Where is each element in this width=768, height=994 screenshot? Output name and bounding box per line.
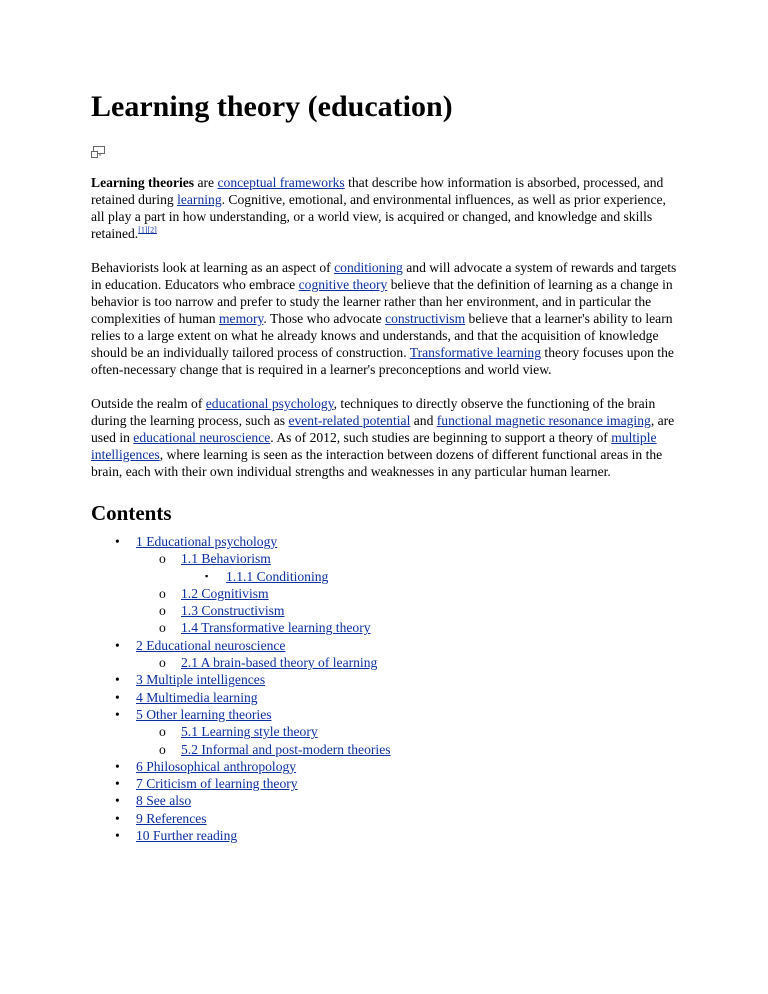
toc-item [91, 775, 681, 792]
neuroscience-paragraph [91, 395, 681, 480]
link-memory[interactable]: memory [218, 311, 264, 326]
toc-link[interactable]: 1.2 Cognitivism [181, 585, 269, 601]
toc-bullet: o [159, 741, 166, 757]
text: that describe how information is absorbed, processed, and retained during [91, 175, 664, 207]
toc-link[interactable]: 2 Educational neuroscience [136, 637, 286, 653]
toc-item [91, 741, 681, 758]
toc-link[interactable]: 7 Criticism of learning theory [136, 776, 298, 792]
text: . Those who advocate [263, 311, 386, 326]
toc-bullet: • [115, 689, 120, 705]
text: . Cognitive, emotional, and environmental influences, as well as prior experience, all play a part in how understanding, or a world view, is acquired or changed, and knowledge and skills retained. [91, 192, 666, 241]
text: Outside the realm of [91, 396, 206, 411]
link-conceptual-frameworks[interactable]: conceptual frameworks [217, 175, 345, 190]
text: theory focuses upon the often-necessary change that is required in a learner's preconceptions and world view. [91, 345, 674, 377]
text: Behaviorists look at learning as an aspect of [91, 260, 335, 275]
text: . As of 2012, such studies are beginning to support a theory of [270, 430, 612, 445]
toc-bullet: o [159, 551, 166, 567]
toc-bullet: • [115, 776, 120, 792]
toc-item [91, 706, 681, 723]
broken-image-icon[interactable] [91, 145, 107, 159]
toc-link[interactable]: 1.4 Transformative learning theory [181, 620, 371, 636]
toc-link[interactable]: 5 Other learning theories [136, 706, 272, 722]
page-title: Learning theory (education) [91, 90, 453, 123]
link-transformative-learning[interactable]: Transformative learning [409, 345, 542, 360]
toc-item [91, 671, 681, 688]
toc-item [91, 568, 681, 585]
toc-item [91, 723, 681, 740]
link-cognitive-theory[interactable]: cognitive theory [298, 277, 388, 292]
intro-paragraph [91, 174, 681, 242]
toc-bullet: o [159, 620, 166, 636]
toc-link[interactable]: 6 Philosophical anthropology [136, 758, 297, 774]
text: and will advocate a system of rewards and targets in education. Educators who embrace [91, 260, 677, 292]
link-educational-neuroscience[interactable]: educational neuroscience [133, 430, 271, 445]
behaviorism-paragraph [91, 259, 681, 378]
toc-bullet: • [115, 534, 120, 549]
text: believe that the definition of learning as a change in behavior is too narrow and prefer to study the learner rather than her environment, and in particular the complexities of human [91, 277, 673, 326]
toc-item [91, 792, 681, 809]
toc-bullet: • [115, 793, 120, 809]
toc-link[interactable]: 9 References [136, 810, 207, 826]
toc-link[interactable]: 1 Educational psychology [136, 534, 278, 549]
toc-item [91, 654, 681, 671]
toc-bullet: • [115, 828, 120, 844]
contents-heading: Contents [91, 501, 172, 525]
table-of-contents [91, 533, 681, 844]
bold-term: Learning theories [91, 175, 195, 190]
toc-bullet: • [115, 758, 120, 774]
link-constructivism[interactable]: constructivism [385, 311, 466, 326]
citation-link[interactable]: [1][2] [138, 225, 157, 235]
toc-item [91, 827, 681, 844]
article [91, 88, 681, 844]
toc-link[interactable]: 1.3 Constructivism [181, 603, 285, 619]
toc-item [91, 602, 681, 619]
toc-link[interactable]: 8 See also [136, 793, 192, 809]
text: and [410, 413, 437, 428]
toc-link[interactable]: 3 Multiple intelligences [136, 672, 266, 688]
text: , are used in [91, 413, 675, 445]
toc-link[interactable]: 4 Multimedia learning [136, 689, 258, 705]
toc-item [91, 550, 681, 567]
toc-item [91, 758, 681, 775]
toc-bullet: • [115, 810, 120, 826]
toc-item [91, 585, 681, 602]
link-event-related-potential[interactable]: event-related potential [288, 413, 411, 428]
toc-link[interactable]: 5.2 Informal and post-modern theories [181, 741, 391, 757]
toc-item [91, 619, 681, 636]
toc-link[interactable]: 1.1.1 Conditioning [226, 568, 329, 584]
toc-item [91, 689, 681, 706]
toc-link[interactable]: 1.1 Behaviorism [181, 551, 271, 567]
text: , where learning is seen as the interaction between dozens of different functional areas in the brain, each with their own individual strengths and weaknesses in any particular human learner. [91, 447, 663, 479]
toc-bullet: o [159, 603, 166, 619]
toc-link[interactable]: 2.1 A brain-based theory of learning [181, 655, 378, 671]
toc-bullet: o [159, 724, 166, 740]
toc-item [91, 810, 681, 827]
toc-bullet: ▪ [205, 570, 209, 581]
text: are [194, 175, 218, 190]
link-learning[interactable]: learning [177, 192, 222, 207]
toc-bullet: o [159, 585, 166, 601]
text: , techniques to directly observe the functioning of the brain during the learning process, such as [91, 396, 656, 428]
toc-link[interactable]: 5.1 Learning style theory [181, 724, 318, 740]
toc-bullet: • [115, 706, 120, 722]
toc-bullet: • [115, 637, 120, 653]
toc-item [91, 637, 681, 654]
link-fmri[interactable]: functional magnetic resonance imaging [436, 413, 651, 428]
text: believe that a learner's ability to learn relies to a large extent on what he already knows and understands, and that the acquisition of knowledge should be an individually tailored process of construction. [91, 311, 673, 360]
toc-bullet: • [115, 672, 120, 688]
link-multiple-intelligences[interactable]: multiple intelligences [91, 430, 657, 462]
toc-item [91, 533, 681, 550]
link-conditioning[interactable]: conditioning [334, 260, 403, 275]
link-educational-psychology[interactable]: educational psychology [205, 396, 334, 411]
toc-bullet: o [159, 655, 166, 671]
toc-link[interactable]: 10 Further reading [136, 828, 238, 844]
